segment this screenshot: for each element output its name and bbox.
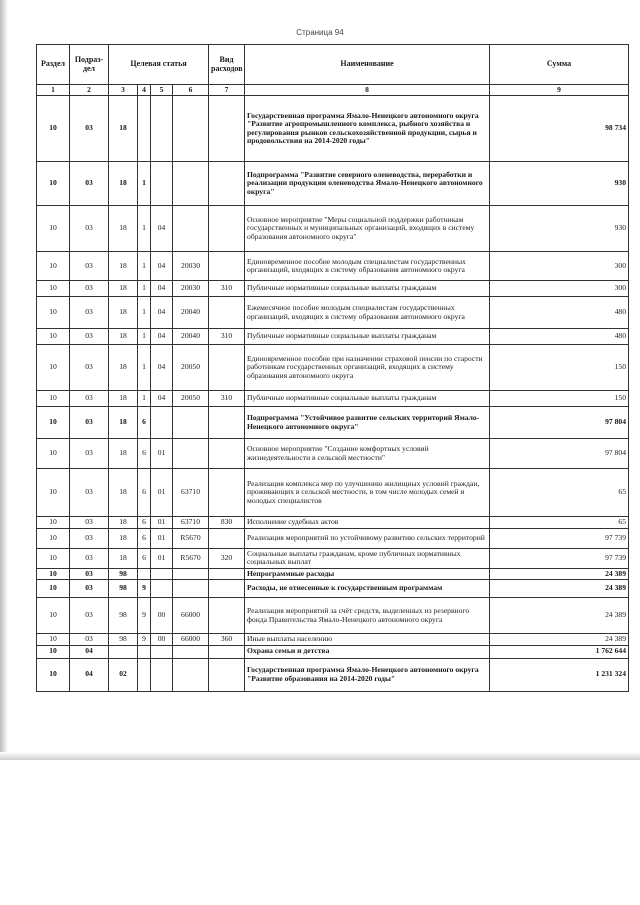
cell-name: Единовременное пособие при назначении страховой пенсии по старости работникам государственных организаций, входящих в систему образования автономного округа [245, 345, 490, 391]
cell-vid [209, 568, 245, 580]
cell-subprogram [138, 658, 151, 691]
cell-vid: 310 [209, 281, 245, 297]
cell-subprogram: 9 [138, 580, 151, 598]
cell-sum: 97 739 [490, 548, 629, 568]
cell-vid: 320 [209, 548, 245, 568]
cell-podrazdel: 03 [70, 634, 109, 646]
cell-program: 18 [109, 548, 138, 568]
cell-program: 18 [109, 162, 138, 206]
cell-razdel: 10 [37, 162, 70, 206]
cell-vid [209, 162, 245, 206]
cell-razdel: 10 [37, 517, 70, 529]
cell-subprogram: 1 [138, 329, 151, 345]
cell-direction: 20040 [173, 329, 209, 345]
cell-razdel: 10 [37, 528, 70, 548]
cell-vid: 830 [209, 517, 245, 529]
cell-direction [173, 162, 209, 206]
header-row [37, 45, 629, 85]
cell-program: 98 [109, 634, 138, 646]
cell-event [151, 580, 173, 598]
cell-name: Государственная программа Ямало-Ненецкого автономного округа "Развитие агропромышленного комплекса, рыбного хозяйства и регулирования рынков сельскохозяйственной продукции, сырья и продовольствия на 2014-2020 годы" [245, 96, 490, 162]
cell-podrazdel: 03 [70, 345, 109, 391]
cell-vid [209, 439, 245, 469]
cell-subprogram: 9 [138, 598, 151, 634]
cell-name: Публичные нормативные социальные выплаты гражданам [245, 391, 490, 407]
cell-razdel: 10 [37, 281, 70, 297]
scan-bottom-shadow [0, 752, 640, 760]
header-razdel: Раздел [37, 45, 70, 85]
cell-name: Подпрограмма "Устойчивое развитие сельских территорий Ямало-Ненецкого автономного округа" [245, 407, 490, 439]
cell-subprogram: 6 [138, 439, 151, 469]
column-number: 5 [151, 85, 173, 96]
table-row [37, 548, 629, 568]
cell-direction: 20030 [173, 281, 209, 297]
cell-event: 04 [151, 391, 173, 407]
cell-name: Подпрограмма "Развитие северного оленеводства, переработки и реализации продукции оленеводства Ямало-Ненецкого автономного округа" [245, 162, 490, 206]
cell-sum: 480 [490, 297, 629, 329]
cell-direction: 20030 [173, 252, 209, 281]
cell-sum: 24 389 [490, 634, 629, 646]
cell-program: 18 [109, 206, 138, 252]
cell-podrazdel: 04 [70, 658, 109, 691]
cell-event: 01 [151, 548, 173, 568]
cell-event [151, 96, 173, 162]
cell-podrazdel: 03 [70, 517, 109, 529]
cell-direction [173, 580, 209, 598]
table-row [37, 206, 629, 252]
cell-vid: 310 [209, 391, 245, 407]
cell-sum: 150 [490, 391, 629, 407]
cell-podrazdel: 03 [70, 329, 109, 345]
cell-direction [173, 658, 209, 691]
cell-name: Единовременное пособие молодым специалистам государственных организаций, входящих в систему образования автономного округа [245, 252, 490, 281]
cell-vid [209, 407, 245, 439]
cell-event: 01 [151, 469, 173, 517]
table-body [37, 96, 629, 692]
table-row [37, 658, 629, 691]
table-row [37, 645, 629, 658]
header-target: Целевая статья [109, 45, 209, 85]
table-row [37, 517, 629, 529]
cell-podrazdel: 03 [70, 252, 109, 281]
cell-direction: R5670 [173, 528, 209, 548]
cell-podrazdel: 03 [70, 162, 109, 206]
table-row [37, 528, 629, 548]
cell-podrazdel: 03 [70, 469, 109, 517]
cell-vid [209, 469, 245, 517]
cell-direction: 20050 [173, 345, 209, 391]
cell-event: 01 [151, 528, 173, 548]
cell-program: 18 [109, 96, 138, 162]
cell-vid: 310 [209, 329, 245, 345]
cell-subprogram: 1 [138, 391, 151, 407]
cell-razdel: 10 [37, 548, 70, 568]
cell-event: 00 [151, 598, 173, 634]
table-row [37, 391, 629, 407]
cell-name: Социальные выплаты гражданам, кроме публичных нормативных социальных выплат [245, 548, 490, 568]
cell-event: 01 [151, 439, 173, 469]
cell-podrazdel: 03 [70, 528, 109, 548]
cell-vid [209, 528, 245, 548]
cell-razdel: 10 [37, 391, 70, 407]
cell-sum: 24 389 [490, 580, 629, 598]
cell-podrazdel: 03 [70, 391, 109, 407]
cell-vid [209, 345, 245, 391]
cell-razdel: 10 [37, 645, 70, 658]
cell-razdel: 10 [37, 658, 70, 691]
cell-podrazdel: 03 [70, 96, 109, 162]
cell-podrazdel: 03 [70, 598, 109, 634]
cell-program: 18 [109, 297, 138, 329]
cell-direction [173, 206, 209, 252]
table-row [37, 281, 629, 297]
table-row [37, 407, 629, 439]
cell-subprogram: 6 [138, 548, 151, 568]
cell-direction: 66000 [173, 598, 209, 634]
cell-razdel: 10 [37, 96, 70, 162]
cell-subprogram [138, 645, 151, 658]
cell-sum: 150 [490, 345, 629, 391]
cell-razdel: 10 [37, 568, 70, 580]
cell-program: 18 [109, 329, 138, 345]
cell-name: Иные выплаты населению [245, 634, 490, 646]
cell-program: 02 [109, 658, 138, 691]
table-row [37, 598, 629, 634]
cell-name: Реализация мероприятий по устойчивому развитию сельских территорий [245, 528, 490, 548]
cell-program: 18 [109, 345, 138, 391]
cell-event [151, 568, 173, 580]
cell-sum: 930 [490, 206, 629, 252]
cell-vid: 360 [209, 634, 245, 646]
header-sum: Сумма [490, 45, 629, 85]
cell-subprogram: 1 [138, 252, 151, 281]
page-number-label: Страница 94 [296, 28, 344, 37]
cell-subprogram [138, 96, 151, 162]
cell-name: Публичные нормативные социальные выплаты гражданам [245, 281, 490, 297]
cell-event: 01 [151, 517, 173, 529]
cell-direction [173, 439, 209, 469]
cell-razdel: 10 [37, 407, 70, 439]
cell-event [151, 645, 173, 658]
table-row [37, 439, 629, 469]
table-row [37, 469, 629, 517]
cell-sum: 1 762 644 [490, 645, 629, 658]
cell-event: 00 [151, 634, 173, 646]
cell-subprogram: 6 [138, 528, 151, 548]
cell-direction: R5670 [173, 548, 209, 568]
cell-event: 04 [151, 281, 173, 297]
cell-direction: 63710 [173, 517, 209, 529]
cell-vid [209, 658, 245, 691]
cell-program: 98 [109, 568, 138, 580]
header-vid: Вид расходов [209, 45, 245, 85]
cell-sum: 97 804 [490, 439, 629, 469]
cell-sum: 1 231 324 [490, 658, 629, 691]
cell-vid [209, 96, 245, 162]
cell-event [151, 407, 173, 439]
cell-podrazdel: 03 [70, 407, 109, 439]
cell-event: 04 [151, 297, 173, 329]
table-row [37, 329, 629, 345]
cell-sum: 24 389 [490, 568, 629, 580]
budget-table [36, 44, 629, 692]
cell-program: 18 [109, 517, 138, 529]
cell-subprogram: 6 [138, 517, 151, 529]
cell-subprogram: 9 [138, 634, 151, 646]
cell-program: 18 [109, 469, 138, 517]
cell-razdel: 10 [37, 580, 70, 598]
cell-direction [173, 96, 209, 162]
cell-sum: 930 [490, 162, 629, 206]
cell-podrazdel: 03 [70, 281, 109, 297]
cell-name: Основное мероприятие "Создание комфортных условий жизнедеятельности в сельской местности" [245, 439, 490, 469]
cell-razdel: 10 [37, 634, 70, 646]
cell-direction: 63710 [173, 469, 209, 517]
column-number: 3 [109, 85, 138, 96]
cell-program: 18 [109, 281, 138, 297]
cell-program: 18 [109, 391, 138, 407]
cell-subprogram: 1 [138, 281, 151, 297]
cell-event [151, 162, 173, 206]
cell-sum: 97 739 [490, 528, 629, 548]
table-row [37, 634, 629, 646]
table-row [37, 96, 629, 162]
table-row [37, 345, 629, 391]
cell-name: Основное мероприятие "Меры социальной поддержки работникам государственных и муниципальных организаций, входящих в систему образования автономного округа" [245, 206, 490, 252]
cell-razdel: 10 [37, 252, 70, 281]
table-row [37, 162, 629, 206]
cell-program: 98 [109, 580, 138, 598]
cell-subprogram: 6 [138, 469, 151, 517]
column-number: 9 [490, 85, 629, 96]
header-podrazdel: Подраз-дел [70, 45, 109, 85]
cell-direction: 20050 [173, 391, 209, 407]
cell-name: Ежемесячное пособие молодым специалистам государственных организаций, входящих в систему образования автономного округа [245, 297, 490, 329]
cell-razdel: 10 [37, 345, 70, 391]
cell-vid [209, 580, 245, 598]
column-number: 2 [70, 85, 109, 96]
cell-vid [209, 297, 245, 329]
cell-podrazdel: 03 [70, 568, 109, 580]
cell-sum: 480 [490, 329, 629, 345]
cell-event [151, 658, 173, 691]
cell-razdel: 10 [37, 439, 70, 469]
cell-subprogram: 6 [138, 407, 151, 439]
cell-vid [209, 645, 245, 658]
cell-event: 04 [151, 329, 173, 345]
cell-direction: 20040 [173, 297, 209, 329]
cell-program: 18 [109, 439, 138, 469]
cell-podrazdel: 04 [70, 645, 109, 658]
cell-subprogram [138, 568, 151, 580]
table-row [37, 580, 629, 598]
cell-podrazdel: 03 [70, 206, 109, 252]
column-number: 6 [173, 85, 209, 96]
cell-direction [173, 407, 209, 439]
cell-sum: 65 [490, 517, 629, 529]
table-row [37, 297, 629, 329]
cell-podrazdel: 03 [70, 548, 109, 568]
cell-sum: 98 734 [490, 96, 629, 162]
table-row [37, 252, 629, 281]
cell-direction [173, 568, 209, 580]
cell-sum: 300 [490, 252, 629, 281]
cell-direction [173, 645, 209, 658]
cell-sum: 24 389 [490, 598, 629, 634]
cell-sum: 97 804 [490, 407, 629, 439]
cell-subprogram: 1 [138, 162, 151, 206]
cell-name: Реализация комплекса мер по улучшению жилищных условий граждан, проживающих в сельской местности, в том числе молодых семей и молодых специалистов [245, 469, 490, 517]
table-row [37, 568, 629, 580]
cell-name: Публичные нормативные социальные выплаты гражданам [245, 329, 490, 345]
cell-name: Исполнение судебных актов [245, 517, 490, 529]
cell-podrazdel: 03 [70, 580, 109, 598]
cell-name: Охрана семьи и детства [245, 645, 490, 658]
cell-vid [209, 252, 245, 281]
cell-vid [209, 206, 245, 252]
cell-subprogram: 1 [138, 206, 151, 252]
cell-event: 04 [151, 345, 173, 391]
cell-sum: 300 [490, 281, 629, 297]
cell-razdel: 10 [37, 598, 70, 634]
column-number: 8 [245, 85, 490, 96]
cell-name: Реализация мероприятий за счёт средств, выделенных из резервного фонда Правительства Ямало-Ненецкого автономного округа [245, 598, 490, 634]
cell-program: 18 [109, 252, 138, 281]
header-name: Наименование [245, 45, 490, 85]
cell-program: 98 [109, 598, 138, 634]
cell-name: Государственная программа Ямало-Ненецкого автономного округа "Развитие образования на 2014-2020 годы" [245, 658, 490, 691]
cell-razdel: 10 [37, 469, 70, 517]
column-number-row [37, 85, 629, 96]
cell-event: 04 [151, 252, 173, 281]
scan-edge-shadow [0, 0, 8, 760]
cell-podrazdel: 03 [70, 297, 109, 329]
column-number: 4 [138, 85, 151, 96]
cell-sum: 65 [490, 469, 629, 517]
cell-program: 18 [109, 528, 138, 548]
cell-razdel: 10 [37, 206, 70, 252]
cell-vid [209, 598, 245, 634]
cell-name: Непрограммные расходы [245, 568, 490, 580]
column-number: 1 [37, 85, 70, 96]
column-number: 7 [209, 85, 245, 96]
cell-razdel: 10 [37, 329, 70, 345]
cell-program [109, 645, 138, 658]
cell-podrazdel: 03 [70, 439, 109, 469]
cell-event: 04 [151, 206, 173, 252]
cell-program: 18 [109, 407, 138, 439]
cell-direction: 66000 [173, 634, 209, 646]
cell-subprogram: 1 [138, 297, 151, 329]
cell-name: Расходы, не отнесенные к государственным программам [245, 580, 490, 598]
cell-subprogram: 1 [138, 345, 151, 391]
cell-razdel: 10 [37, 297, 70, 329]
